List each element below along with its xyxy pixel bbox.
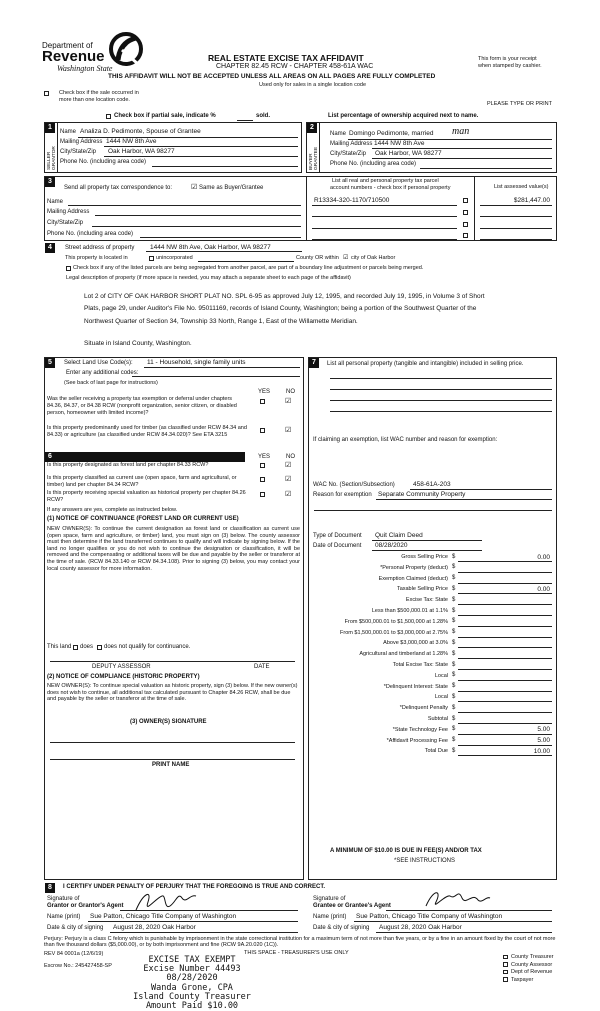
s3-phone-label: Phone No. (including area code): [47, 231, 134, 237]
grantee-name-print-value[interactable]: Sue Patton, Chicago Title Company of Washington: [356, 913, 503, 920]
tax-row-dollar: $: [452, 618, 456, 625]
s5-question-1: Was the seller receiving a property tax exemption or deferral under chapters 84.36, 84.37, or 84.38 RCW (nonprofit organization, senior citizen, or disabled person, homeowner with limited income)?: [47, 396, 237, 416]
tax-row-dollar: $: [452, 596, 456, 603]
please-type: PLEASE TYPE OR PRINT: [487, 101, 553, 107]
additional-codes-line[interactable]: [132, 376, 300, 377]
tax-row-line: [458, 604, 552, 605]
land-use-label: Select Land Use Code(s):: [64, 360, 133, 366]
s5-q1-yes[interactable]: [260, 399, 265, 404]
tax-row-label: Subtotal: [427, 716, 448, 722]
s6-no-header: NO: [286, 454, 295, 460]
tax-row-dollar: $: [452, 737, 456, 744]
reason-line-2[interactable]: [314, 510, 552, 511]
buyer-mailing-label: Mailing Address: [330, 141, 373, 147]
s6-question-2: Is this property classified as current use (open space, farm and agricultural, or timber) land per chapter 84.34 RCW?: [47, 475, 237, 488]
tax-row-label: Total Due: [424, 748, 448, 755]
section-6-bar: [45, 452, 245, 462]
tax-row-label: Agricultural and timberland at 1.28%: [359, 651, 448, 658]
city-checkbox[interactable]: ☑: [343, 255, 349, 261]
tax-row-dollar: $: [452, 747, 456, 754]
personal-property-line-4[interactable]: [330, 411, 552, 412]
grantor-agent-label: Grantor or Grantor's Agent: [47, 903, 124, 909]
copy-label: Dept of Revenue: [511, 969, 553, 976]
tax-row-line: [458, 680, 552, 681]
assessed-line-4: [480, 239, 552, 240]
assessor-sign-line[interactable]: [50, 661, 295, 662]
assessed-divider: [474, 177, 475, 240]
s5-no-header: NO: [286, 389, 295, 395]
copy-label: Taxpayer: [511, 976, 534, 983]
additional-codes-label: Enter any additional codes:: [66, 370, 139, 376]
stamp-line-6: Amount Paid $10.00: [145, 1001, 239, 1011]
land-does-label: This land: [47, 644, 72, 650]
does-checkbox[interactable]: [73, 645, 78, 650]
tax-row-dollar: $: [452, 639, 456, 646]
form-title: REAL ESTATE EXCISE TAX AFFIDAVIT: [208, 53, 364, 63]
seller-mailing-line: [104, 146, 298, 147]
tax-row-dollar: $: [452, 704, 456, 711]
wac-value[interactable]: 458-61A-203: [413, 481, 451, 488]
partial-sale-checkbox[interactable]: [106, 114, 111, 119]
see-back-note: (See back of last page for instructions): [64, 380, 158, 386]
personal-property-line-1[interactable]: [330, 378, 552, 379]
form-warning: THIS AFFIDAVIT WILL NOT BE ACCEPTED UNLESS ALL AREAS ON ALL PAGES ARE FULLY COMPLETED: [108, 73, 436, 80]
street-value[interactable]: 1444 NW 8th Ave, Oak Harbor, WA 98277: [150, 244, 271, 251]
section-7-number: 7: [309, 358, 319, 368]
s3-phone-line[interactable]: [140, 237, 301, 238]
reason-line: [376, 499, 552, 500]
multi-location-label-2: more than one location code.: [59, 97, 130, 103]
tax-row-label: Taxable Selling Price: [396, 586, 448, 593]
personal-property-line-3[interactable]: [330, 400, 552, 401]
parcel-header-1: List all real and personal property tax parcel: [332, 178, 439, 184]
personal-property-label: List all personal property (tangible and intangible) included in selling price.: [327, 361, 524, 367]
date-label: DATE: [254, 664, 270, 670]
logo-mark-icon: [108, 30, 144, 68]
grantor-name-line: [88, 921, 298, 922]
tax-row-value[interactable]: 0.00: [537, 585, 550, 593]
parcel-2-personal-checkbox[interactable]: [463, 210, 468, 215]
notice-2-text: NEW OWNER(S): To continue special valuation as historic property, sign (3) below. If the new owner(s) does not wish to continue, all additional tax calculated pursuant to Chapter 84.26 RCW, shall be due and payable by the seller or transferor at the time of sale.: [47, 683, 298, 703]
s6-q1-no[interactable]: ☑: [285, 462, 292, 469]
percentage-label: List percentage of ownership acquired next to name.: [328, 113, 479, 119]
seller-phone-line[interactable]: [152, 166, 298, 167]
seller-city-value[interactable]: Oak Harbor, WA 98277: [108, 148, 175, 155]
tax-row-dollar: $: [452, 564, 456, 571]
assessed-line-3: [480, 228, 552, 229]
notice-1-title: (1) NOTICE OF CONTINUANCE (FOREST LAND OR CURRENT USE): [47, 516, 239, 522]
section-4-number: 4: [45, 243, 55, 253]
segregated-label: Check box if any of the listed parcels are being segregated from another parcel, are part of a boundary line adjustment or parcels being merged.: [73, 265, 424, 271]
tax-row-label: From $500,000.01 to $1,500,000 at 1.28%: [344, 618, 448, 625]
grantor-name-print-label: Name (print): [47, 914, 81, 920]
tax-row-line: [458, 572, 552, 573]
tax-row-label: *Delinquent Interest: State: [383, 683, 448, 690]
copy-checkbox[interactable]: [503, 977, 508, 982]
stamp-line-1: EXCISE TAX EXEMPT: [148, 955, 236, 965]
tax-row-dollar: $: [452, 585, 456, 592]
copy-checkbox[interactable]: [503, 955, 508, 960]
assessed-line-2: [480, 216, 552, 217]
parcel-1-personal-checkbox[interactable]: [463, 198, 468, 203]
buyer-city-line: [372, 158, 552, 159]
owner-signature-line[interactable]: [50, 742, 295, 743]
same-as-buyer-checkbox[interactable]: ☑: [191, 184, 198, 191]
located-label: This property is located in: [65, 255, 128, 261]
tax-row-line: [458, 561, 552, 562]
logo-state: Washington State: [57, 64, 113, 73]
doc-type-label: Type of Document: [313, 533, 362, 539]
tax-row-label: Gross Selling Price: [401, 554, 448, 560]
notice-1-text: NEW OWNER(S): To continue the current designation as forest land or classification as current use (open space, farm and agriculture, or timber) land, you must sign on (3) below. The county assessor must then determine if the land transferred continues to qualify and will indicate by signing below. If the land no longer qualifies or you do not wish to continue the designation or classification, it will be removed and the compensating or additional taxes will be due and payable by the seller or transferor at the time of sale. (RCW 84.33.140 or RCW 84.34.108). Prior to signing (3) below, you may contact your local county assessor for more information.: [47, 526, 300, 572]
multi-location-label-1: Check box if the sale occurred in: [59, 90, 139, 96]
tax-row-value[interactable]: 5.00: [537, 726, 550, 734]
wac-line: [410, 489, 552, 490]
owner-signature-line-2[interactable]: [50, 759, 295, 760]
s6-q2-no[interactable]: ☑: [285, 476, 292, 483]
tax-row-label: Above $3,000,000 at 3.0%: [383, 640, 448, 647]
doc-type-value[interactable]: Quit Claim Deed: [375, 532, 423, 539]
receipt-note-2: when stamped by cashier.: [478, 63, 542, 69]
grantee-signature-icon: [422, 886, 492, 916]
grantor-date-label: Date & city of signing: [47, 925, 104, 931]
grantee-date-line: [376, 932, 552, 933]
tax-row-dollar: $: [452, 693, 456, 700]
s5-question-2: Is this property predominantly used for timber (as classified under RCW 84.34 and 84.33) or agriculture (as classified under RCW 84.34.020)? See ETA 3215: [47, 425, 247, 438]
s6-question-1: Is this property designated as forest land per chapter 84.33 RCW?: [47, 462, 209, 468]
legal-line-2[interactable]: Plats, page 29, under Auditor's File No. 95011169, records of Island County, Washington; being a portion of the Southwest Quarter of the: [84, 305, 477, 312]
tax-row-dollar: $: [452, 726, 456, 733]
land-use-value[interactable]: 11 - Household, single family units: [147, 359, 246, 366]
tax-row-dollar: $: [452, 683, 456, 690]
section-1-number: 1: [45, 123, 55, 133]
receipt-note-1: This form is your receipt: [478, 56, 537, 62]
copy-label: County Assessor: [511, 961, 553, 968]
unincorporated-label: unincorporated: [156, 255, 193, 261]
buyer-name-label: Name: [330, 131, 347, 137]
doc-date-line: [372, 550, 482, 551]
stamp-line-4: Wanda Grone, CPA: [151, 982, 233, 993]
assessed-value[interactable]: $281,447.00: [513, 197, 550, 204]
tax-row-line: [458, 734, 552, 735]
grantor-date-value[interactable]: August 28, 2020 Oak Harbor: [113, 924, 196, 931]
buyer-mailing-line: [372, 148, 552, 149]
buyer-phone-label: Phone No. (including area code): [330, 161, 417, 167]
section-3-divider: [306, 177, 307, 240]
parcel-line-2: [312, 216, 457, 217]
seller-mailing-label: Mailing Address: [60, 139, 103, 145]
stamp-line-2: Excise Number 44493: [143, 964, 241, 975]
grantee-sig-of: Signature of: [313, 896, 346, 902]
parcel-4-personal-checkbox[interactable]: [463, 233, 468, 238]
tax-row-label: Excise Tax: State: [405, 597, 448, 604]
tax-row-line: [458, 583, 552, 584]
s5-q2-no[interactable]: ☑: [285, 427, 292, 434]
legal-line-3[interactable]: Northwest Quarter of Section 34, Township 33 North, Range 1, East of the Willamette Meridian.: [84, 318, 358, 325]
wac-label: WAC No. (Section/Subsection): [313, 482, 395, 488]
seller-name-value[interactable]: Analiza D. Pedimonte, Spouse of Grantee: [80, 128, 201, 135]
escrow-number: Escrow No.: 245427458-SP: [44, 963, 112, 969]
tax-row-line: [458, 647, 552, 648]
section-6-number: 6: [45, 452, 55, 462]
grantee-name-line: [354, 921, 552, 922]
tax-row-dollar: $: [452, 575, 456, 582]
county-line[interactable]: [198, 261, 294, 262]
tax-row-label: Exemption Claimed (deduct): [378, 575, 448, 582]
land-use-line: [144, 367, 300, 368]
same-as-buyer-label: Same as Buyer/Grantee: [199, 185, 264, 191]
treasurer-stamp: [112, 956, 272, 1011]
seller-city-line: [104, 156, 298, 157]
send-correspondence-label: Send all property tax correspondence to:: [64, 185, 173, 191]
s3-name-line[interactable]: [68, 205, 301, 206]
tax-row-value[interactable]: 0.00: [537, 553, 550, 561]
tax-row-line: [458, 669, 552, 670]
street-label: Street address of property: [65, 245, 135, 251]
exemption-label: If claiming an exemption, list WAC number and reason for exemption:: [313, 437, 498, 443]
seller-name-label: Name: [60, 129, 77, 135]
legal-line-1[interactable]: Lot 2 of CITY OF OAK HARBOR SHORT PLAT NO. SPL 6-95 as approved July 12, 1995, and recorded July 19, 1995, in Volume 3 of Short: [84, 293, 485, 300]
section-3-number: 3: [45, 177, 55, 187]
tax-row-label: *Personal Property (deduct): [380, 564, 448, 571]
deputy-assessor-label: DEPUTY ASSESSOR: [92, 664, 151, 670]
buyer-name-value[interactable]: Domingo Pedimonte, married: [349, 130, 434, 137]
tax-row-dollar: $: [452, 607, 456, 614]
section-8-number: 8: [45, 883, 55, 893]
buyer-mailing-value[interactable]: 1444 NW 8th Ave: [374, 140, 425, 147]
grantee-date-value[interactable]: August 28, 2020 Oak Harbor: [379, 924, 462, 931]
tax-row-value[interactable]: 5.00: [537, 737, 550, 745]
segregated-checkbox[interactable]: [66, 266, 71, 271]
buyer-city-value[interactable]: Oak Harbor, WA 98277: [375, 150, 442, 157]
tax-row-line: [458, 691, 552, 692]
s6-q2-yes[interactable]: [260, 477, 265, 482]
tax-row-label: Total Excise Tax: State: [392, 662, 448, 668]
buyer-divider: [319, 123, 320, 172]
s5-yes-header: YES: [258, 389, 271, 395]
tax-row-line: [458, 626, 552, 627]
notice-2-title: (2) NOTICE OF COMPLIANCE (HISTORIC PROPERTY): [47, 674, 200, 680]
s3-city-label: City/State/Zip: [47, 220, 84, 226]
does-not-label: does not qualify for continuance.: [104, 644, 191, 650]
s6-q3-no[interactable]: ☑: [285, 491, 292, 498]
sold-label: sold.: [256, 113, 271, 119]
doc-type-line: [372, 540, 482, 541]
tax-row-dollar: $: [452, 672, 456, 679]
reason-value[interactable]: Separate Community Property: [378, 491, 466, 498]
buyer-vertical-label: BUYER GRANTEE: [309, 146, 319, 170]
street-line: [146, 251, 302, 252]
s5-q1-no[interactable]: ☑: [285, 398, 292, 405]
logo-dept-of: Department of: [42, 41, 93, 50]
s6-q3-yes[interactable]: [260, 492, 265, 497]
situate-line[interactable]: Situate in Island County, Washington.: [84, 340, 192, 347]
certify-statement: I CERTIFY UNDER PENALTY OF PERJURY THAT THE FOREGOING IS TRUE AND CORRECT.: [63, 884, 326, 890]
seller-divider: [57, 123, 58, 172]
does-label: does: [80, 644, 94, 650]
used-for-note: Used only for sales in a single location code: [259, 82, 367, 88]
seller-mailing-value[interactable]: 1444 NW 8th Ave: [106, 138, 157, 145]
see-instructions-note: *SEE INSTRUCTIONS: [394, 858, 456, 864]
s3-name-label: Name: [47, 199, 64, 205]
treasurer-space-label: THIS SPACE - TREASURER'S USE ONLY: [244, 950, 349, 956]
tax-row-line: [458, 593, 552, 594]
copy-checkbox[interactable]: [503, 962, 508, 967]
s6-q1-yes[interactable]: [260, 463, 265, 468]
seller-vertical-label: SELLER GRANTOR: [47, 146, 57, 170]
tax-row-label: Local: [434, 694, 448, 701]
personal-property-line-2[interactable]: [330, 389, 552, 390]
assessed-header: List assessed value(s): [494, 184, 549, 190]
tax-row-line: [458, 701, 552, 702]
copy-checkbox[interactable]: [503, 970, 508, 975]
multi-location-checkbox[interactable]: [44, 91, 49, 96]
minimum-note: A MINIMUM OF $10.00 IS DUE IN FEE(S) AND/OR TAX: [330, 848, 482, 854]
parcel-3-personal-checkbox[interactable]: [463, 222, 468, 227]
does-not-checkbox[interactable]: [97, 645, 102, 650]
owner-signature-label: (3) OWNER(S) SIGNATURE: [130, 719, 207, 725]
tax-row-label: Less than $500,000.01 at 1.1%: [371, 608, 448, 614]
tax-row-line: [458, 745, 552, 746]
s6-yes-header: YES: [258, 454, 271, 460]
tax-row-dollar: $: [452, 553, 456, 560]
city-of-label: city of Oak Harbor: [351, 255, 396, 261]
grantor-name-print-value[interactable]: Sue Patton, Chicago Title Company of Washington: [90, 913, 237, 920]
legal-label: Legal description of property (if more space is needed, you may attach a separate sheet to each page of the affidavit): [66, 275, 351, 281]
s3-city-line[interactable]: [92, 226, 301, 227]
tax-row-dollar: $: [452, 629, 456, 636]
tax-row-dollar: $: [452, 650, 456, 657]
tax-row-line: [458, 755, 552, 756]
tax-row-label: From $1,500,000.01 to $3,000,000 at 2.75%: [340, 629, 448, 636]
assessed-line-1: [480, 205, 552, 206]
seller-city-label: City/State/Zip: [60, 149, 97, 155]
s6-question-3: Is this property receiving special valuation as historical property per chapter 84.26 RCW?: [47, 490, 246, 503]
unincorporated-checkbox[interactable]: [149, 256, 154, 261]
stamp-line-5: Island County Treasurer: [133, 991, 251, 1002]
county-or-label: County OR within: [296, 255, 339, 261]
doc-date-value[interactable]: 08/28/2020: [375, 542, 408, 549]
if-yes-note: If any answers are yes, complete as instructed below.: [47, 507, 178, 513]
partial-sale-label: Check box if partial sale, indicate %: [114, 113, 216, 119]
s3-mailing-label: Mailing Address: [47, 209, 90, 215]
reason-label: Reason for exemption: [313, 492, 372, 498]
tax-row-label: *State Technology Fee: [392, 726, 448, 733]
rev-code: REV 84 0001a (12/6/19): [44, 951, 104, 957]
logo-revenue: Revenue: [42, 48, 105, 65]
tax-row-dollar: $: [452, 661, 456, 668]
tax-row-label: Local: [434, 672, 448, 679]
seller-phone-label: Phone No. (including area code): [60, 159, 147, 165]
form-subtitle: CHAPTER 82.45 RCW - CHAPTER 458-61A WAC: [216, 63, 374, 70]
section-2-number: 2: [307, 123, 317, 133]
tax-row-label: *Delinquent Penalty: [399, 705, 448, 712]
parcel-line-3: [312, 228, 457, 229]
tax-row-line: [458, 723, 552, 724]
tax-row-line: [458, 615, 552, 616]
parcel-line-4: [312, 239, 457, 240]
print-name-label: PRINT NAME: [152, 762, 190, 768]
partial-sale-percent-line[interactable]: [237, 120, 253, 121]
parcel-number[interactable]: R13334-320-1170/710500: [314, 197, 390, 204]
buyer-city-label: City/State/Zip: [330, 151, 367, 157]
grantee-name-print-label: Name (print): [313, 914, 347, 920]
doc-date-label: Date of Document: [313, 543, 362, 549]
tax-row-label: *Affidavit Processing Fee: [386, 737, 448, 744]
tax-row-dollar: $: [452, 715, 456, 722]
tax-row-value[interactable]: 10.00: [533, 747, 550, 755]
tax-row-line: [458, 637, 552, 638]
stamp-line-3: 08/28/2020: [166, 973, 218, 984]
grantee-date-label: Date & city of signing: [313, 925, 370, 931]
parcel-line-1: [312, 205, 457, 206]
buyer-phone-line[interactable]: [420, 168, 552, 169]
tax-row-line: [458, 712, 552, 713]
section-5-number: 5: [45, 358, 55, 368]
grantor-date-line: [110, 932, 298, 933]
grantor-sig-of: Signature of: [47, 896, 80, 902]
grantee-agent-label: Grantee or Grantee's Agent: [313, 903, 391, 909]
copy-label: County Treasurer: [511, 954, 554, 960]
s5-q2-yes[interactable]: [260, 428, 265, 433]
tax-row-line: [458, 658, 552, 659]
s3-mailing-line[interactable]: [95, 215, 301, 216]
parcel-header-2: account numbers - check box if personal property: [330, 185, 451, 191]
perjury-note: Perjury: Perjury is a class C felony which is punishable by imprisonment in the state correctional institution for a maximum term of not more than five years, or by a fine in an amount fixed by the court of not more than five thousand dollars ($5,000.00), or by both imprisonment and fine (RCW 9A.20.020 (1C)).: [44, 936, 556, 949]
buyer-name-handwritten: man: [452, 126, 470, 137]
